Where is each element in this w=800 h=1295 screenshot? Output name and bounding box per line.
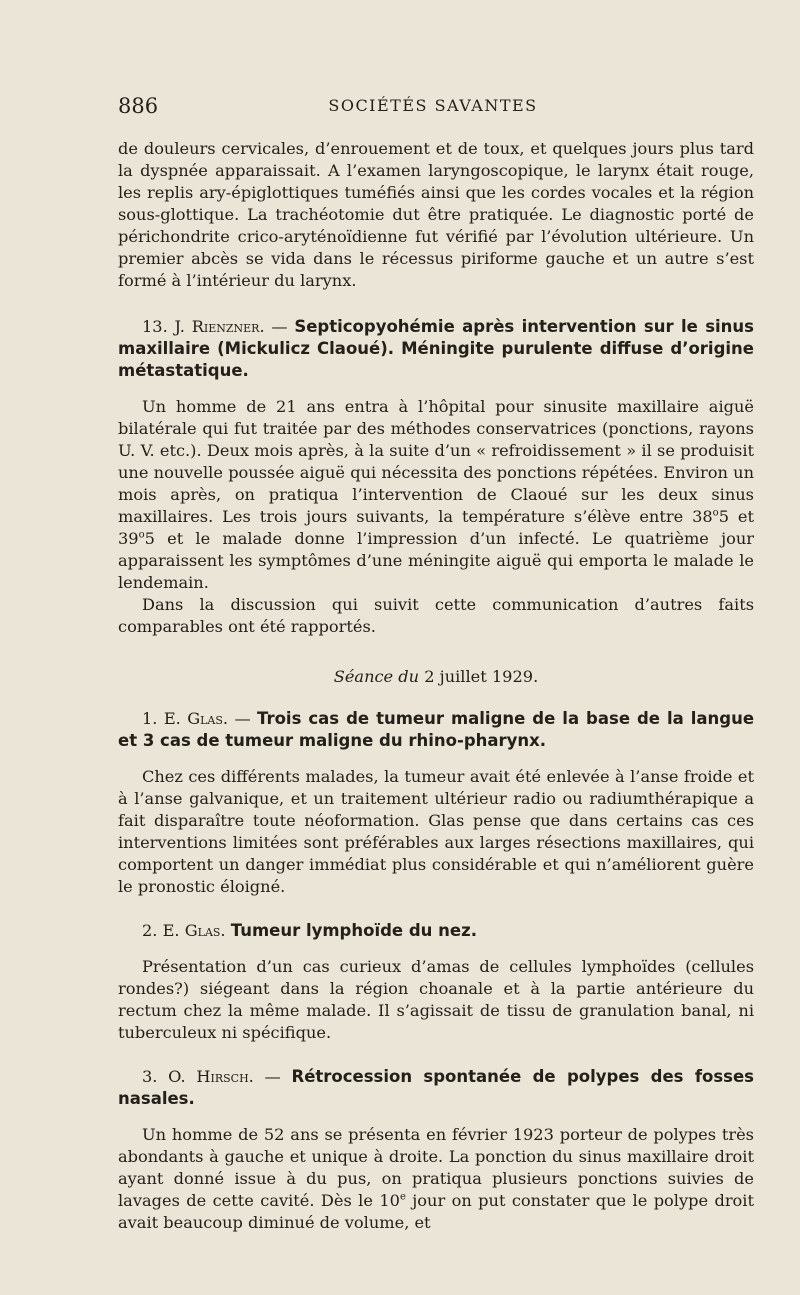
entry-2-title: Tumeur lymphoïde du nez. bbox=[230, 921, 477, 940]
entry-13-discussion: Dans la discussion qui suivit cette communication d’autres faits comparables ont été rapportés. bbox=[118, 595, 754, 636]
entry-13-body-part2: 5 et le malade donne l’impression d’un infecté. Le quatrième jour apparaissent les symptômes d’une méningite aiguë qui emporta le malade le lendemain. bbox=[118, 529, 754, 592]
entry-13-body-part1: Un homme de 21 ans entra à l’hôpital pour sinusite maxillaire aiguë bilatérale qui fut traitée par des méthodes conservatrices (ponctions, rayons U. V. etc.). Deux mois après, à la suite d’un « refroidissement » il se produisit une nouvelle poussée aiguë qui nécessita des ponctions répétées. Environ un mois après, on pratiqua l’intervention de Claoué sur les deux sinus maxillaires. Les trois jours suivants, la température s’élève entre 38 bbox=[118, 397, 754, 526]
entry-3-body-part2: jour on put constater que le polype droit avait beaucoup diminué de volume, et bbox=[118, 1191, 754, 1232]
entry-2 bbox=[118, 920, 754, 1044]
session-heading bbox=[118, 666, 754, 688]
page-header bbox=[118, 94, 748, 124]
session-label: Séance du bbox=[333, 667, 420, 686]
entry-13-author: Rienzner. bbox=[191, 317, 265, 336]
entry-2-heading bbox=[118, 920, 754, 942]
entry-3-title: Rétrocession spontanée de polypes des fosses nasales. bbox=[118, 1067, 754, 1108]
entry-1-number: 1. E. bbox=[142, 709, 181, 728]
entry-3-body-part1: Un homme de 52 ans se présenta en février 1923 porteur de polypes très abondants à gauche et unique à droite. La ponction du sinus maxillaire droit ayant donné issue à du pus, on pratiqua plusieurs ponctions suivies de lavages de cette cavité. Dès le 10 bbox=[118, 1125, 754, 1210]
intro-paragraph: de douleurs cervicales, d’enrouement et de toux, et quelques jours plus tard la dyspnée apparaissait. A l’examen laryngoscopique, le larynx était rouge, les replis ary-épiglottiques tuméfiés ainsi que les cordes vocales et la région sous-glottique. La trachéotomie dut être pratiquée. Le diagnostic porté de périchondrite crico-aryténoïdienne fut vérifié par l’évolution ultérieure. Un premier abcès se vida dans le récessus piriforme gauche et un autre s’est formé à l’intérieur du larynx. bbox=[118, 139, 754, 290]
entry-1-dash: — bbox=[228, 709, 258, 728]
temp1-degree: o bbox=[712, 507, 719, 519]
entry-13-number: 13. J. bbox=[142, 317, 185, 336]
entry-13-heading bbox=[118, 316, 754, 382]
temp2-degree: o bbox=[138, 529, 145, 541]
entry-3-author: Hirsch. bbox=[196, 1067, 254, 1086]
entry-13-dash: — bbox=[264, 317, 295, 336]
entry-13-temp1-dec: 5 et 39 bbox=[118, 507, 754, 548]
entry-3-heading bbox=[118, 1066, 754, 1110]
entry-3-dash: — bbox=[253, 1067, 292, 1086]
entry-2-number: 2. E. bbox=[142, 921, 180, 940]
running-title: SOCIÉTÉS SAVANTES bbox=[328, 96, 538, 115]
entry-2-author: Glas. bbox=[184, 921, 226, 940]
entry-2-body: Présentation d’un cas curieux d’amas de cellules lymphoïdes (cellules rondes?) siégeant dans la région choanale et à la partie antérieure du rectum chez la même malade. Il s’agissait de tissu de granulation banal, ni tuberculeux ni spécifique. bbox=[118, 957, 754, 1042]
entry-1-author: Glas. bbox=[187, 709, 229, 728]
entry-1 bbox=[118, 708, 754, 898]
entry-13-body bbox=[118, 396, 754, 594]
entry-1-title: Trois cas de tumeur maligne de la base de la langue et 3 cas de tumeur maligne du rhino-pharynx. bbox=[118, 709, 755, 750]
page-body bbox=[118, 138, 754, 1234]
session-date: 2 juillet 1929. bbox=[424, 667, 539, 686]
ordinal-suffix: e bbox=[399, 1191, 406, 1203]
page-number: 886 bbox=[118, 94, 159, 118]
entry-1-heading bbox=[118, 708, 754, 752]
entry-3-number: 3. O. bbox=[142, 1067, 186, 1086]
entry-13-title: Septicopyohémie après intervention sur le sinus maxillaire (Mickulicz Claoué). Méningite purulente diffuse d’origine métastatique. bbox=[118, 317, 754, 380]
entry-1-body: Chez ces différents malades, la tumeur avait été enlevée à l’anse froide et à l’anse galvanique, et un traitement ultérieur radio ou radiumthérapique a fait disparaître toute néoformation. Glas pense que dans certains cas ces interventions limitées sont préférables aux larges résections maxillaires, qui comportent un danger immédiat plus considérable et qui n’améliorent guère le pronostic éloigné. bbox=[118, 767, 754, 896]
entry-3 bbox=[118, 1066, 754, 1234]
entry-13 bbox=[118, 316, 754, 638]
entry-3-body bbox=[118, 1124, 754, 1234]
